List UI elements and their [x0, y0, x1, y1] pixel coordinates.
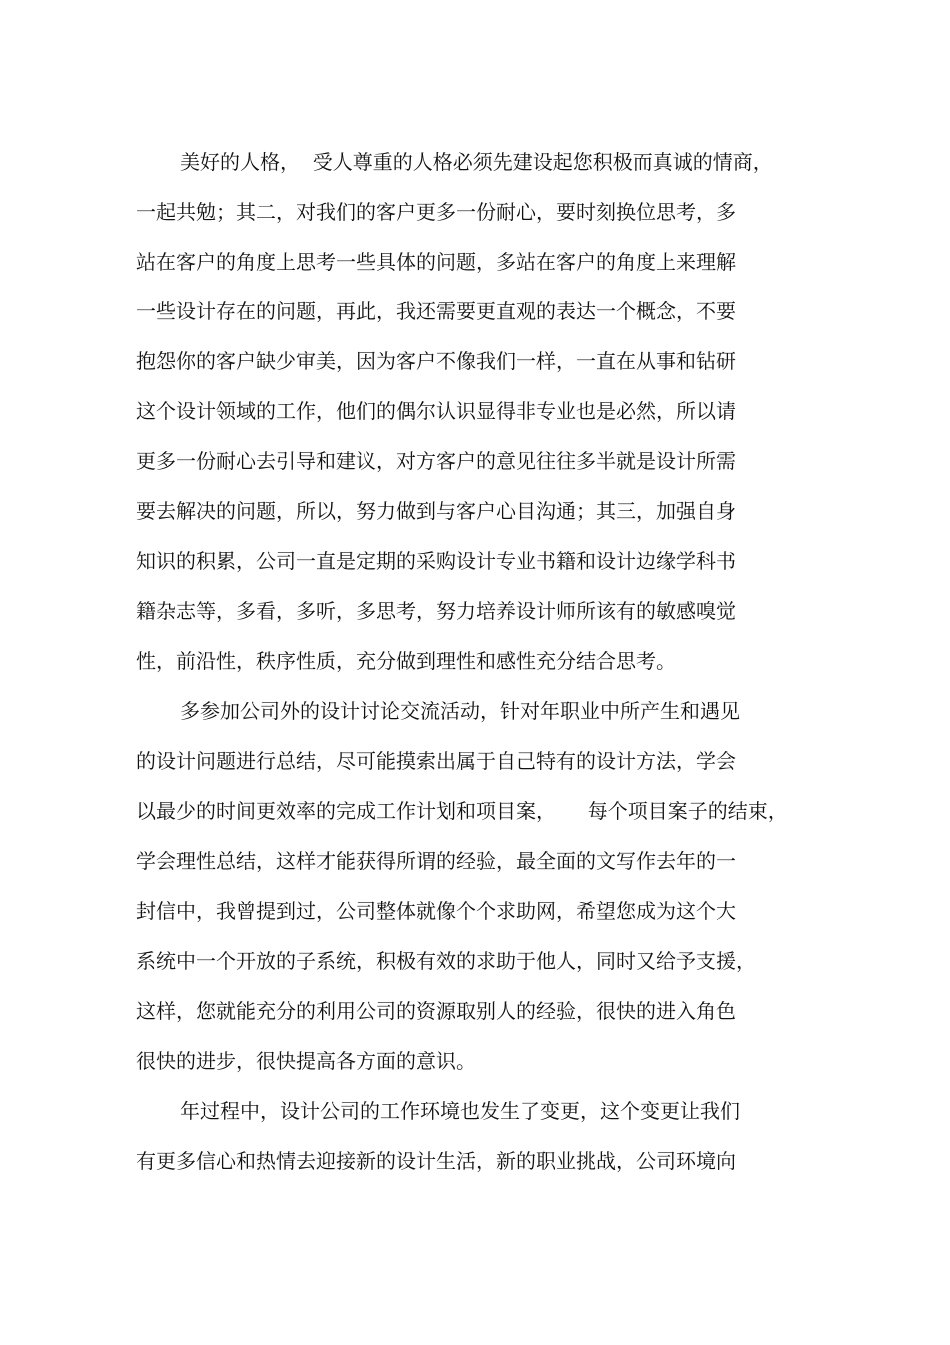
text-line: 一些设计存在的问题，再此，我还需要更直观的表达一个概念，不要 [136, 299, 736, 323]
text-line: 这个设计领域的工作，他们的偶尔认识显得非专业也是必然，所以请 [136, 399, 736, 423]
text-line: 美好的人格， 受人尊重的人格必须先建设起您积极而真诚的情商， [180, 150, 773, 174]
text-line: 的设计问题进行总结，尽可能摸索出属于自己特有的设计方法，学会 [136, 749, 736, 773]
text-line: 很快的进步，很快提高各方面的意识。 [136, 1049, 476, 1073]
text-line: 有更多信心和热情去迎接新的设计生活，新的职业挑战，公司环境向 [136, 1149, 736, 1173]
text-line: 年过程中，设计公司的工作环境也发生了变更，这个变更让我们 [180, 1099, 740, 1123]
text-line: 籍杂志等，多看，多听，多思考，努力培养设计师所该有的敏感嗅觉 [136, 599, 736, 623]
text-line: 以最少的时间更效率的完成工作计划和项目案， 每个项目案子的结束， [136, 799, 788, 823]
text-line: 抱怨你的客户缺少审美，因为客户不像我们一样，一直在从事和钻研 [136, 349, 736, 373]
text-line: 一起共勉；其二，对我们的客户更多一份耐心，要时刻换位思考，多 [136, 200, 736, 224]
text-line: 知识的积累，公司一直是定期的采购设计专业书籍和设计边缘学科书 [136, 549, 736, 573]
text-line: 性，前沿性，秩序性质，充分做到理性和感性充分结合思考。 [136, 649, 676, 673]
text-line: 站在客户的角度上思考一些具体的问题，多站在客户的角度上来理解 [136, 250, 736, 274]
text-line: 系统中一个开放的子系统，积极有效的求助于他人，同时又给予支援， [136, 949, 756, 973]
text-line: 学会理性总结，这样才能获得所谓的经验，最全面的文写作去年的一 [136, 849, 736, 873]
text-line: 更多一份耐心去引导和建议，对方客户的意见往往多半就是设计所需 [136, 449, 736, 473]
text-line: 封信中，我曾提到过，公司整体就像个个求助网，希望您成为这个大 [136, 899, 736, 923]
text-line: 这样，您就能充分的利用公司的资源取别人的经验，很快的进入角色 [136, 999, 736, 1023]
text-line: 多参加公司外的设计讨论交流活动，针对年职业中所产生和遇见 [180, 699, 740, 723]
text-line: 要去解决的问题，所以，努力做到与客户心目沟通；其三，加强自身 [136, 499, 736, 523]
